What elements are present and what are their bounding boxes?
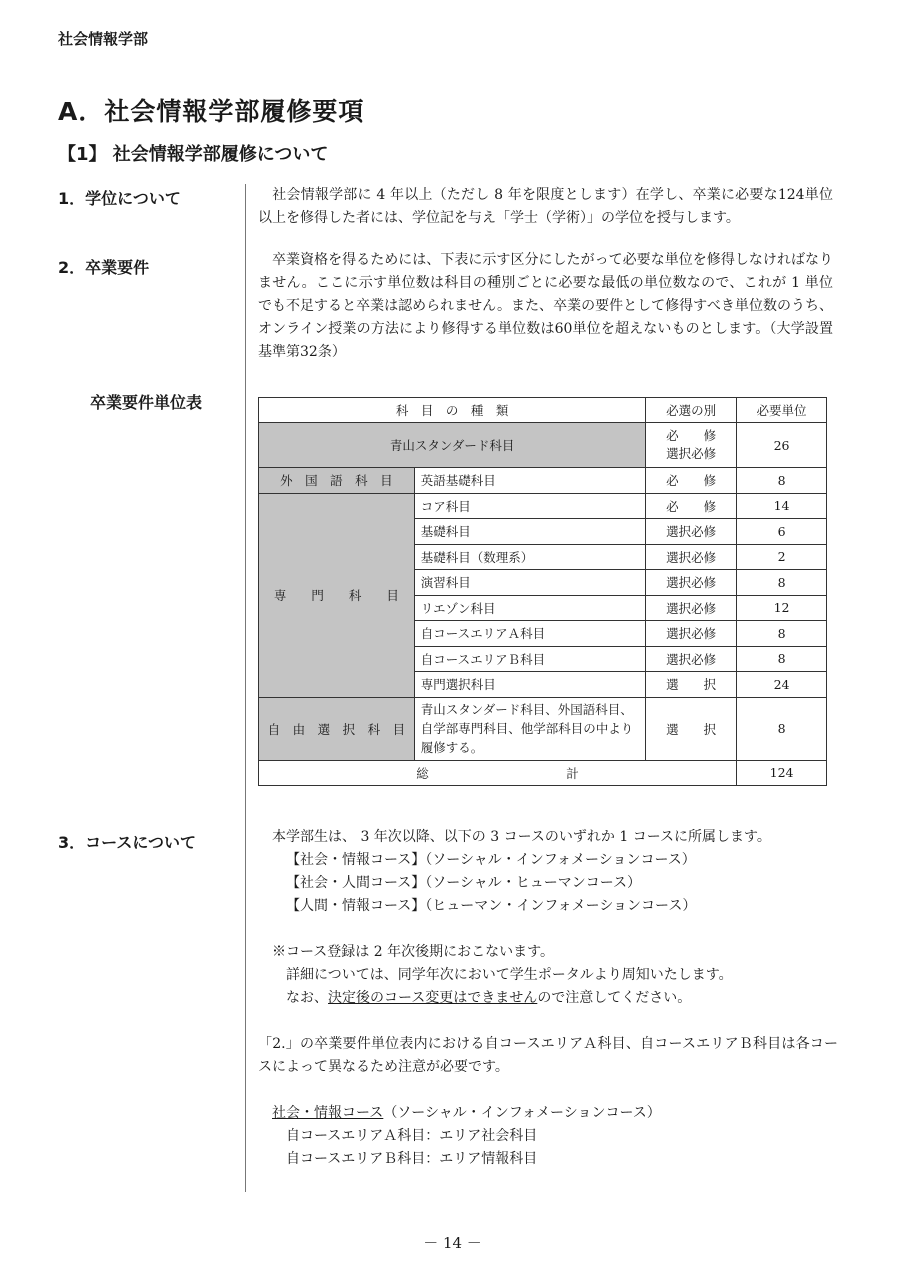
section-subtitle: 【1】 社会情報学部履修について bbox=[58, 144, 329, 165]
course-note-3 bbox=[258, 987, 838, 1010]
total-label-cell: 総 計 bbox=[259, 760, 737, 786]
spacer bbox=[258, 918, 838, 941]
subject-units-cell: 12 bbox=[737, 595, 827, 621]
course-intro: 本学部生は、 3 年次以降、以下の 3 コースのいずれか 1 コースに所属します。 bbox=[272, 829, 771, 845]
section-3-label: 3．コースについて bbox=[58, 833, 197, 852]
table-row bbox=[259, 493, 827, 519]
subject-units-cell: 2 bbox=[737, 544, 827, 570]
foreign-name-cell: 英語基礎科目 bbox=[414, 468, 646, 494]
subject-name-cell: 基礎科目（数理系） bbox=[414, 544, 646, 570]
course-note-2: 詳細については、同学年次において学生ポータルより周知いたします。 bbox=[286, 967, 733, 983]
subject-units-cell: 24 bbox=[737, 672, 827, 698]
course-title-underline: 社会・情報コース bbox=[272, 1105, 384, 1121]
note3-underline: 決定後のコース変更はできません bbox=[328, 990, 538, 1006]
aoyama-type-2: 選択必修 bbox=[666, 446, 717, 461]
area-a-line: 自コースエリアＡ科目：エリア社会科目 bbox=[286, 1128, 538, 1144]
subject-name-cell: 自コースエリアＡ科目 bbox=[414, 621, 646, 647]
subject-type-cell: 選 択 bbox=[646, 672, 737, 698]
aoyama-type-1: 必 修 bbox=[666, 428, 717, 443]
subject-units-cell: 6 bbox=[737, 519, 827, 545]
note3-pre: なお、 bbox=[286, 990, 328, 1006]
foreign-type-cell: 必 修 bbox=[646, 468, 737, 494]
section-2-text bbox=[258, 249, 833, 364]
section-1-text bbox=[258, 184, 833, 230]
free-category-cell: 自 由 選 択 科 目 bbox=[259, 697, 415, 760]
subject-type-cell: 選択必修 bbox=[646, 621, 737, 647]
course-area-note: 「2.」の卒業要件単位表内における自コースエリアＡ科目、自コースエリアＢ科目は各コースによって異なるため注意が必要です。 bbox=[258, 1036, 838, 1075]
header-type: 科 目 の 種 類 bbox=[259, 398, 646, 423]
free-name-cell: 青山スタンダード科目、外国語科目、自学部専門科目、他学部科目の中より履修する。 bbox=[414, 697, 646, 760]
subject-units-cell: 8 bbox=[737, 621, 827, 647]
page-title: A．社会情報学部履修要項 bbox=[58, 97, 365, 126]
area-b-line: 自コースエリアＢ科目：エリア情報科目 bbox=[286, 1151, 538, 1167]
free-type-cell: 選 択 bbox=[646, 697, 737, 760]
free-units-cell: 8 bbox=[737, 697, 827, 760]
aoyama-units-cell: 26 bbox=[737, 423, 827, 468]
table-label: 卒業要件単位表 bbox=[90, 393, 203, 412]
foreign-units-cell: 8 bbox=[737, 468, 827, 494]
subject-name-cell: 基礎科目 bbox=[414, 519, 646, 545]
vertical-divider bbox=[245, 184, 246, 1192]
subject-type-cell: 選択必修 bbox=[646, 519, 737, 545]
course-item: 【社会・情報コース】（ソーシャル・インフォメーションコース） bbox=[286, 852, 696, 868]
subject-units-cell: 8 bbox=[737, 646, 827, 672]
course-item: 【人間・情報コース】（ヒューマン・インフォメーションコース） bbox=[286, 898, 697, 914]
page-number: － 14 － bbox=[423, 1234, 482, 1252]
header-units: 必要単位 bbox=[737, 398, 827, 423]
subject-name-cell: 演習科目 bbox=[414, 570, 646, 596]
note3-post: ので注意してください。 bbox=[537, 990, 692, 1006]
table-row bbox=[259, 468, 827, 494]
spacer bbox=[258, 1010, 838, 1033]
aoyama-standard-cell: 青山スタンダード科目 bbox=[259, 423, 646, 468]
section-3-text bbox=[258, 826, 838, 1171]
subject-type-cell: 選択必修 bbox=[646, 646, 737, 672]
subject-name-cell: コア科目 bbox=[414, 493, 646, 519]
department-header: 社会情報学部 bbox=[58, 30, 149, 48]
subject-name-cell: 専門選択科目 bbox=[414, 672, 646, 698]
table-row bbox=[259, 697, 827, 760]
header-requirement: 必選の別 bbox=[646, 398, 737, 423]
total-units-cell: 124 bbox=[737, 760, 827, 786]
subject-type-cell: 必 修 bbox=[646, 493, 737, 519]
graduation-requirements-table bbox=[258, 397, 827, 786]
subject-name-cell: 自コースエリアＢ科目 bbox=[414, 646, 646, 672]
course-item: 【社会・人間コース】（ソーシャル・ヒューマンコース） bbox=[286, 875, 642, 891]
section-1-body: 社会情報学部に 4 年以上（ただし 8 年を限度とします）在学し、卒業に必要な124単位以上を修得した者には、学位記を与え「学士（学術）」の学位を授与します。 bbox=[258, 187, 833, 226]
subject-type-cell: 選択必修 bbox=[646, 595, 737, 621]
subject-name-cell: リエゾン科目 bbox=[414, 595, 646, 621]
section-1-label: 1．学位について bbox=[58, 189, 181, 208]
table-total-row bbox=[259, 760, 827, 786]
spacer bbox=[258, 1079, 838, 1102]
subject-units-cell: 14 bbox=[737, 493, 827, 519]
subject-type-cell: 選択必修 bbox=[646, 544, 737, 570]
section-2-body: 卒業資格を得るためには、下表に示す区分にしたがって必要な単位を修得しなければなりません。ここに示す単位数は科目の種別ごとに必要な最低の単位数なので、これが 1 単位でも不足すると卒業は認められません。また、卒業の要件として修得すべき単位数のうち、オンライン授業の方法により修得する単位数は60単位を超えないものとします。（大学設置基準第32条） bbox=[258, 252, 833, 360]
subject-type-cell: 選択必修 bbox=[646, 570, 737, 596]
foreign-category-cell: 外 国 語 科 目 bbox=[259, 468, 415, 494]
course-title-rest: （ソーシャル・インフォメーションコース） bbox=[383, 1105, 661, 1121]
section-2-label: 2．卒業要件 bbox=[58, 258, 150, 277]
course-note-1: ※コース登録は 2 年次後期におこないます。 bbox=[272, 944, 554, 960]
course-detail-title bbox=[258, 1102, 838, 1125]
table-row bbox=[259, 423, 827, 468]
table-header-row bbox=[259, 398, 827, 423]
aoyama-type-cell bbox=[646, 423, 737, 468]
subject-units-cell: 8 bbox=[737, 570, 827, 596]
senmon-category-cell: 専 門 科 目 bbox=[259, 493, 415, 697]
